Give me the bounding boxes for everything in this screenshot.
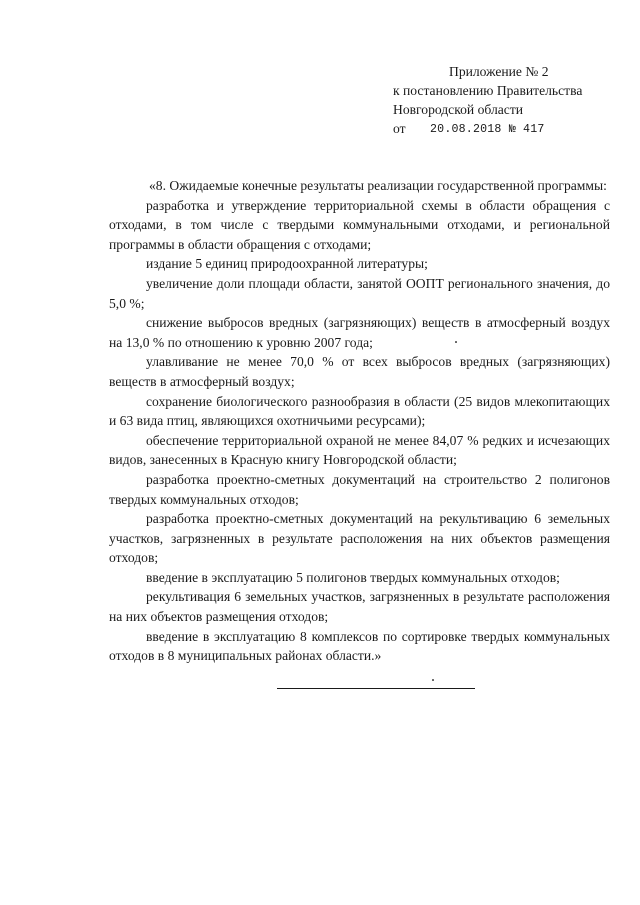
result-item-5: улавливание не менее 70,0 % от всех выбросов вредных (загрязняющих) веществ в атмосферный воздух; (109, 354, 610, 389)
result-item-10: введение в эксплуатацию 5 полигонов твердых коммунальных отходов; (146, 569, 560, 585)
appendix-title: Приложение № 2 (449, 64, 549, 79)
closing-separator-line (277, 688, 475, 689)
decree-date-row (393, 119, 582, 139)
result-item-11: рекультивация 6 земельных участков, загрязненных в результате расположения на них объектов размещения отходов; (109, 589, 610, 625)
result-item-9: разработка проектно-сметных документаций на рекультивацию 6 земельных участков, загрязненных в результате расположения на них объектов размещения отходов; (109, 511, 610, 566)
result-item-1: разработка и утверждение территориальной схемы в области обращения с отходами, в том числе с твердыми коммунальными отходами, и региональной программы в области обращения с отходами; (109, 197, 610, 252)
decree-date-stamp: 20.08.2018 № 417 (430, 123, 545, 136)
document-body (109, 176, 610, 666)
result-item-8: разработка проектно-сметных документаций на строительство 2 полигонов твердых коммунальных отходов; (109, 471, 610, 507)
result-item-7: обеспечение территориальной охраной не менее 84,07 % редких и исчезающих видов, занесенных в Красную книгу Новгородской области; (109, 432, 610, 468)
result-item-4: снижение выбросов вредных (загрязняющих) веществ в атмосферный воздух на 13,0 % по отношению к уровню 2007 года; (109, 315, 610, 350)
date-prefix: от (393, 121, 406, 136)
result-item-3: увеличение доли площади области, занятой ООПТ регионального значения, до 5,0 %; (109, 275, 610, 311)
intro-paragraph: «8. Ожидаемые конечные результаты реализации государственной программы: (149, 178, 607, 193)
appendix-header (393, 62, 582, 139)
scan-speck (432, 679, 434, 681)
scan-speck (455, 341, 457, 343)
result-item-6: сохранение биологического разнообразия в области (25 видов млекопитающих и 63 вида птиц, являющихся охотничьими ресурсами); (109, 393, 610, 429)
result-item-2: издание 5 единиц природоохранной литературы; (146, 256, 428, 272)
region-name-line: Новгородской области (393, 102, 524, 117)
decree-reference-line: к постановлению Правительства (393, 83, 583, 98)
result-item-12: введение в эксплуатацию 8 комплексов по сортировке твердых коммунальных отходов в 8 муниципальных районах области.» (109, 628, 610, 664)
